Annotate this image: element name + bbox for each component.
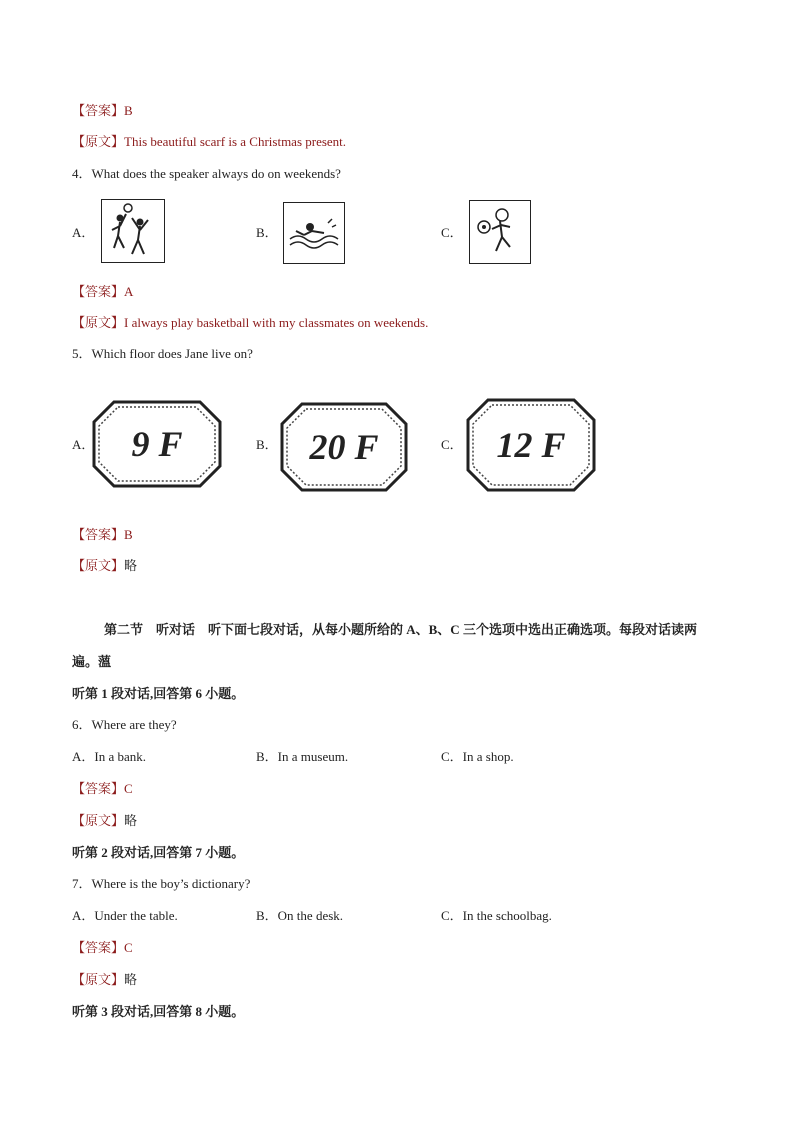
q6-option-b: B．In a museum. <box>256 749 349 764</box>
answer-label: 【答案】 <box>72 103 125 118</box>
answer-label: 【答案】 <box>72 781 125 796</box>
q4-question: 4．What does the speaker always do on weekends? <box>72 166 341 181</box>
q4-option-a-letter: A． <box>72 225 95 240</box>
script-text: 略 <box>124 972 138 987</box>
football-boy-icon <box>469 200 531 264</box>
q6-question: 6．Where are they? <box>72 717 177 732</box>
basketball-players-icon <box>101 199 165 263</box>
script-label: 【原文】 <box>72 972 125 987</box>
q4-script <box>72 315 428 331</box>
dialog-3-intro: 听第 3 段对话,回答第 8 小题。 <box>72 1004 245 1019</box>
sign-text: 9 F <box>131 424 183 464</box>
floor-sign-12f <box>466 398 596 492</box>
q5-option-b-letter: B． <box>256 437 278 452</box>
script-text: This beautiful scarf is a Christmas present. <box>124 134 347 149</box>
q6-answer <box>72 781 133 797</box>
dialog-1-intro: 听第 1 段对话,回答第 6 小题。 <box>72 686 245 701</box>
q3-script <box>72 134 346 150</box>
script-label: 【原文】 <box>72 315 125 330</box>
answer-value: B <box>124 527 133 542</box>
q5-question: 5．Which floor does Jane live on? <box>72 346 253 361</box>
q7-answer <box>72 940 133 956</box>
q5-option-c-letter: C． <box>441 437 463 452</box>
section-heading: 第二节 听对话 听下面七段对话，从每小题所给的 A、B、C 三个选项中选出正确选项。每段对话读两遍。薀 <box>72 622 697 669</box>
script-text: I always play basketball with my classmates on weekends. <box>124 315 429 330</box>
answer-value: B <box>124 103 133 118</box>
q4-answer <box>72 284 133 300</box>
answer-label: 【答案】 <box>72 284 125 299</box>
q7-option-a: A．Under the table. <box>72 908 178 923</box>
q7-option-c: C．In the schoolbag. <box>441 908 552 923</box>
swimmer-icon <box>283 202 345 264</box>
script-label: 【原文】 <box>72 813 125 828</box>
script-text: 略 <box>124 813 138 828</box>
q5-option-a-letter: A． <box>72 437 95 452</box>
sign-text: 12 F <box>496 425 566 465</box>
answer-label: 【答案】 <box>72 940 125 955</box>
q7-option-b: B．On the desk. <box>256 908 344 923</box>
q6-script <box>72 813 137 829</box>
q5-script <box>72 558 137 574</box>
script-label: 【原文】 <box>72 134 125 149</box>
q3-answer <box>72 103 133 119</box>
script-text: 略 <box>124 558 138 573</box>
answer-value: C <box>124 781 133 796</box>
q7-question: 7．Where is the boy’s dictionary? <box>72 876 251 891</box>
dialog-2-intro: 听第 2 段对话,回答第 7 小题。 <box>72 845 245 860</box>
floor-sign-20f <box>280 402 408 492</box>
q6-option-c: C．In a shop. <box>441 749 514 764</box>
q5-answer <box>72 527 133 543</box>
answer-label: 【答案】 <box>72 527 125 542</box>
sign-text: 20 F <box>309 427 379 467</box>
q4-option-c-letter: C． <box>441 225 463 240</box>
script-label: 【原文】 <box>72 558 125 573</box>
q4-option-b-letter: B． <box>256 225 278 240</box>
q7-script <box>72 972 137 988</box>
q6-option-a: A．In a bank. <box>72 749 147 764</box>
floor-sign-9f <box>92 400 222 488</box>
answer-value: A <box>124 284 134 299</box>
answer-value: C <box>124 940 133 955</box>
